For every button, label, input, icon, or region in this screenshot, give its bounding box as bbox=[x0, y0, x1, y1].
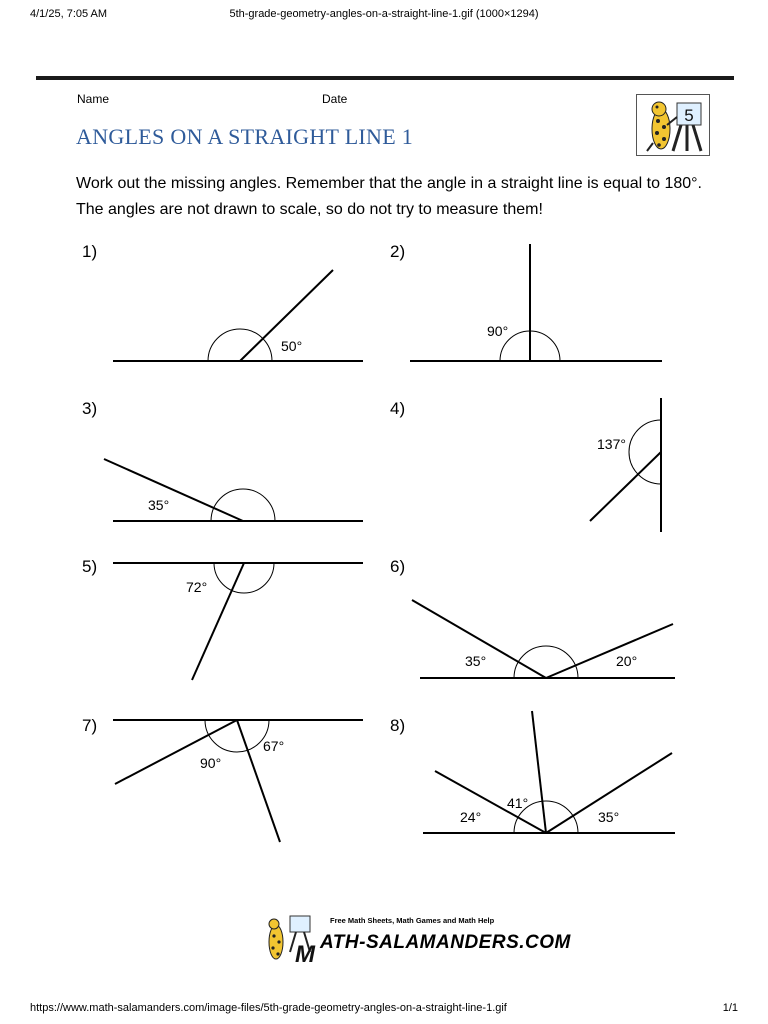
problem-3-diagram bbox=[104, 459, 363, 521]
date-label: Date bbox=[322, 92, 348, 106]
instructions: Work out the missing angles. Remember that the angle in a straight line is equal to 180°. The angles are not drawn to scale, so do not try to measure them! bbox=[76, 175, 702, 218]
worksheet-title: ANGLES ON A STRAIGHT LINE 1 bbox=[76, 124, 414, 149]
footer-site-name: ATH-SALAMANDERS.COM bbox=[320, 932, 571, 953]
problem-4-angle-label: 137° bbox=[597, 436, 626, 452]
print-datetime: 4/1/25, 7:05 AM bbox=[30, 8, 108, 20]
print-footer bbox=[30, 1002, 738, 1018]
problem-6-angle-label-right: 20° bbox=[616, 653, 638, 669]
print-page-count: 1/1 bbox=[722, 1002, 738, 1014]
top-rule bbox=[36, 76, 734, 80]
problem-8-angle-label-middle: 41° bbox=[507, 795, 529, 811]
problem-2-angle-label: 90° bbox=[487, 323, 509, 339]
problem-5-number: 5) bbox=[82, 557, 98, 576]
problem-8-angle-label-left: 24° bbox=[460, 809, 482, 825]
problem-1-diagram bbox=[113, 270, 363, 361]
problem-2-diagram bbox=[410, 244, 662, 361]
problem-8-number: 8) bbox=[390, 716, 406, 735]
problem-4-number: 4) bbox=[390, 399, 406, 418]
problem-6-diagram bbox=[412, 600, 675, 678]
problem-1-number: 1) bbox=[82, 242, 98, 261]
problem-5-angle-label: 72° bbox=[186, 579, 208, 595]
problem-6-number: 6) bbox=[390, 557, 406, 576]
problem-3-angle-label: 35° bbox=[148, 497, 170, 513]
problem-7-number: 7) bbox=[82, 716, 98, 735]
math-salamanders-footer-logo bbox=[260, 912, 571, 968]
problem-3-number: 3) bbox=[82, 399, 98, 418]
problem-4-diagram bbox=[590, 398, 661, 532]
footer-tagline: Free Math Sheets, Math Games and Math Help bbox=[330, 916, 495, 925]
site-initial: M bbox=[295, 941, 315, 968]
salamander-icon bbox=[260, 912, 324, 968]
print-doc-title: 5th-grade-geometry-angles-on-a-straight-line-1.gif (1000×1294) bbox=[229, 8, 539, 20]
problem-1-angle-label: 50° bbox=[281, 338, 303, 354]
problem-7-diagram bbox=[113, 720, 363, 842]
salamander-grade-logo bbox=[636, 94, 710, 156]
problem-5-diagram bbox=[113, 563, 363, 680]
name-label: Name bbox=[77, 92, 110, 106]
print-header bbox=[30, 8, 738, 24]
problem-8-angle-label-right: 35° bbox=[598, 809, 620, 825]
problem-7-angle-label-right: 67° bbox=[263, 738, 285, 754]
print-url: https://www.math-salamanders.com/image-files/5th-grade-geometry-angles-on-a-straight-line-1.gif bbox=[30, 1002, 507, 1014]
grade-badge: 5 bbox=[684, 106, 694, 125]
problem-7-angle-label-left: 90° bbox=[200, 755, 222, 771]
problem-6-angle-label-left: 35° bbox=[465, 653, 487, 669]
problem-2-number: 2) bbox=[390, 242, 406, 261]
problem-8-diagram bbox=[423, 711, 675, 833]
